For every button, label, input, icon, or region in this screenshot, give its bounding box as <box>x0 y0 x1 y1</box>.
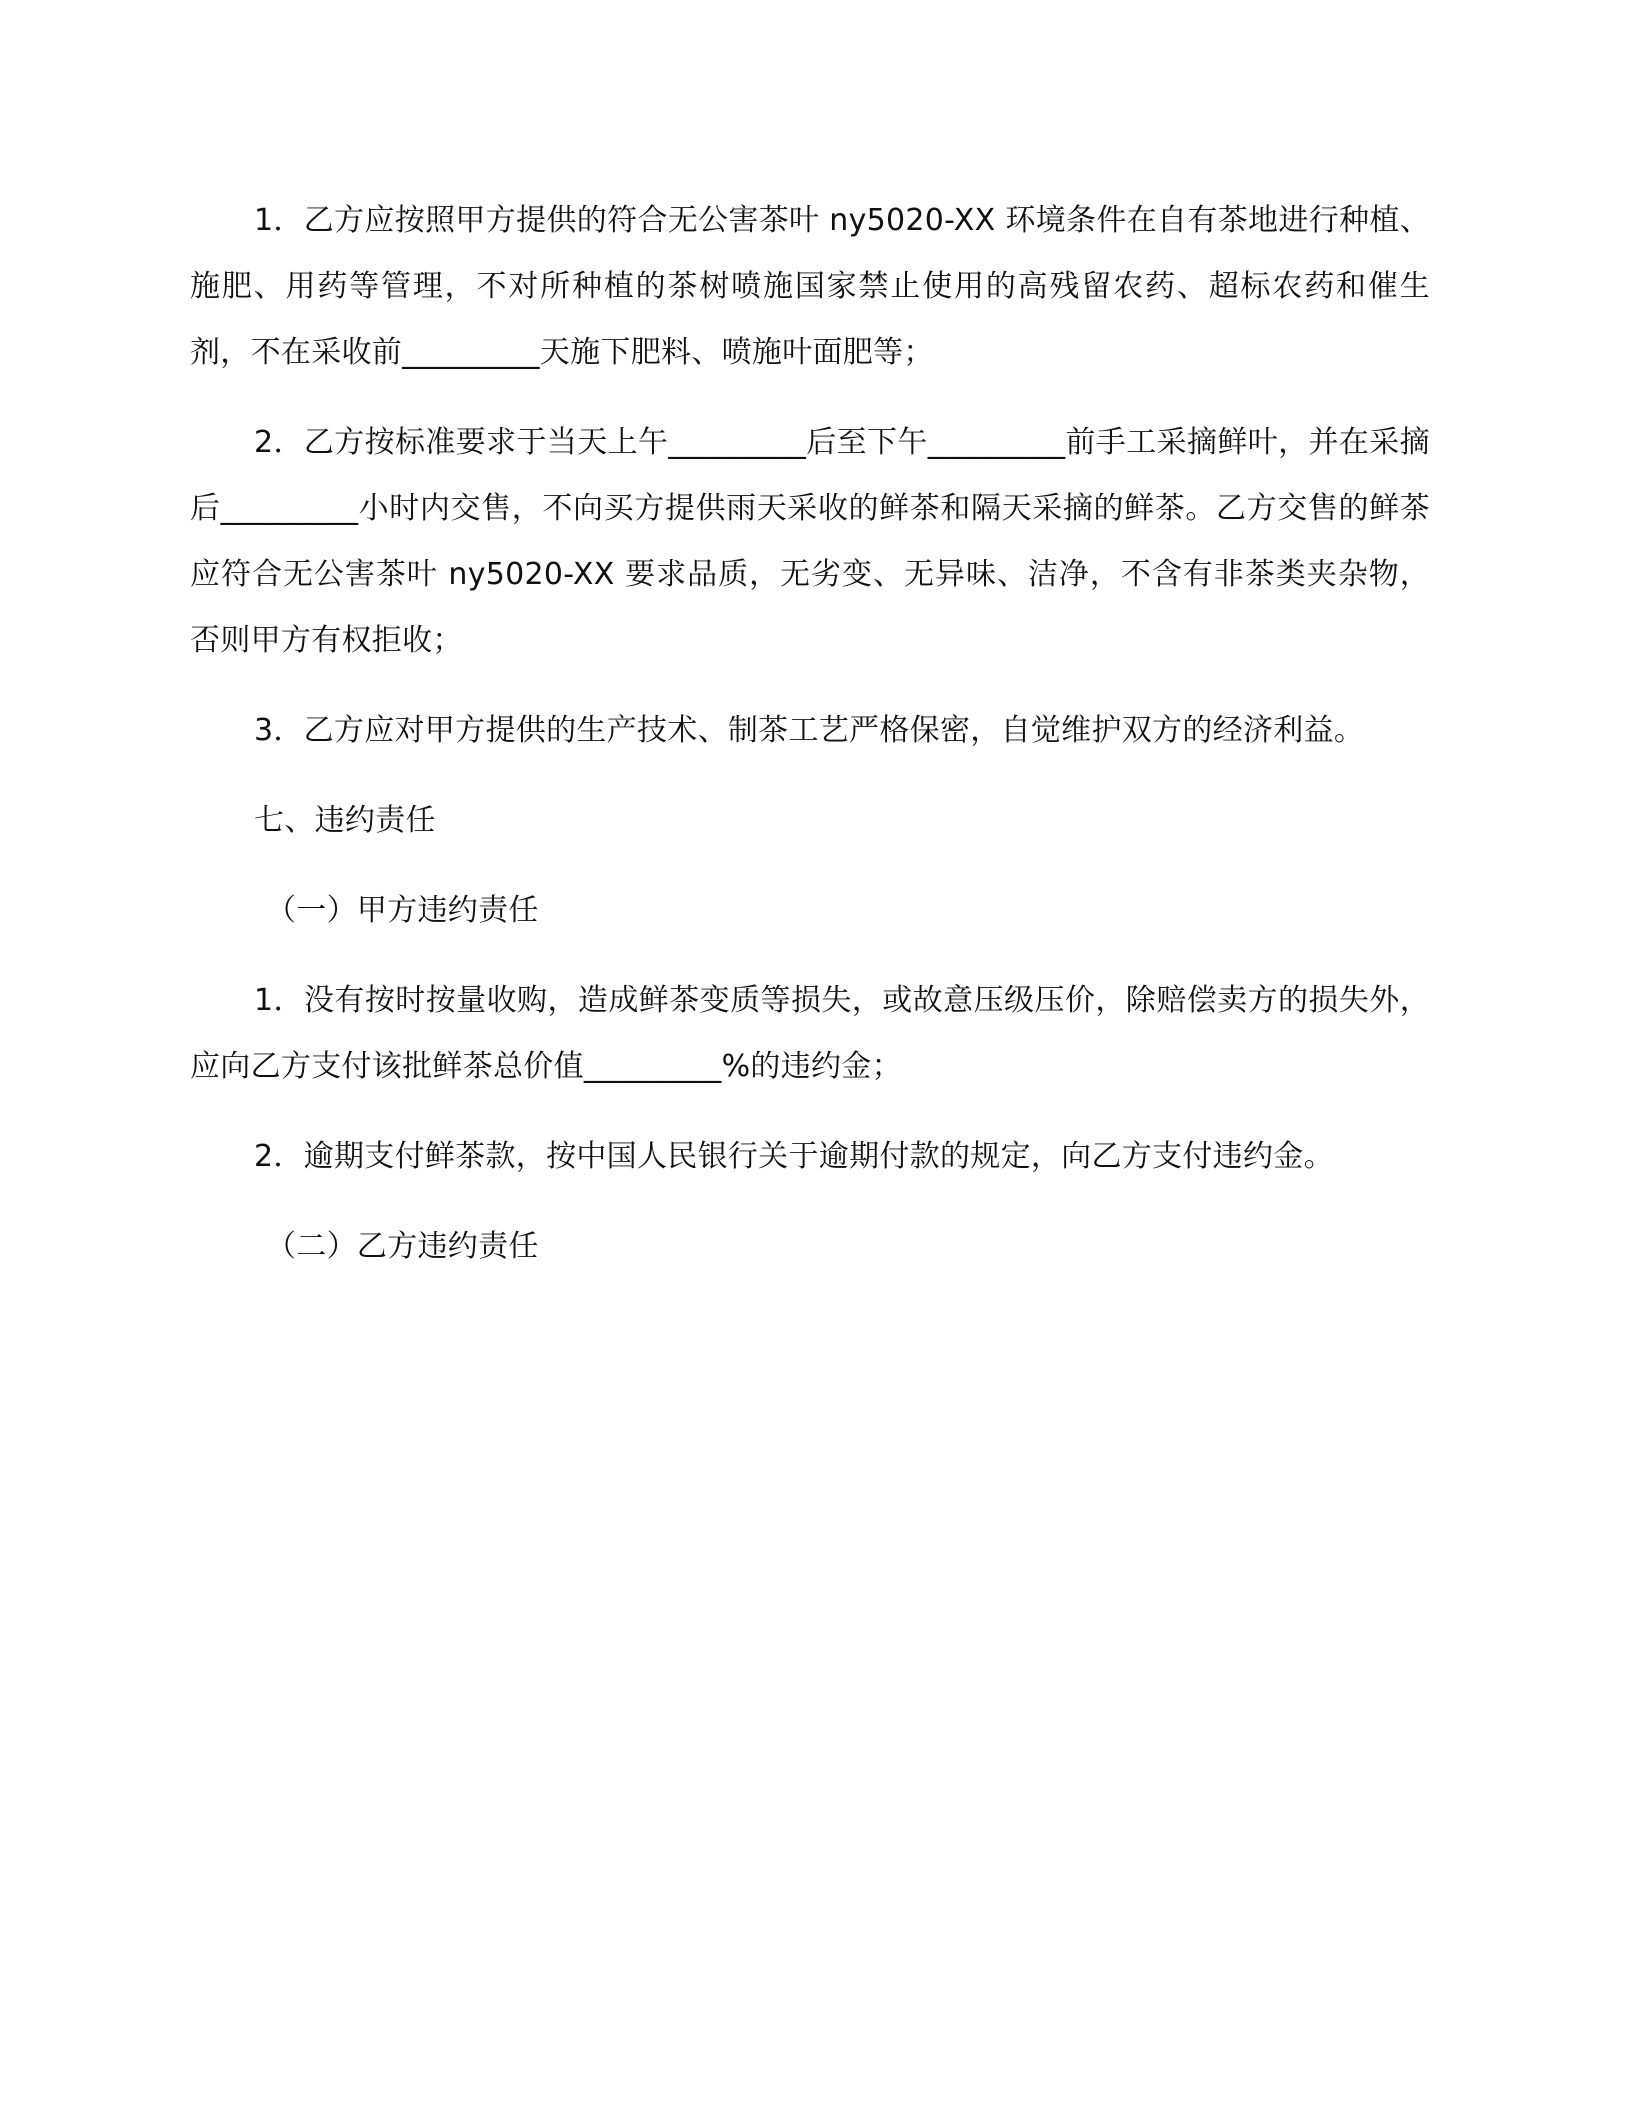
clause-3-paragraph: 3．乙方应对甲方提供的生产技术、制茶工艺严格保密，自觉维护双方的经济利益。 <box>254 713 1365 748</box>
document-body <box>190 188 1430 1304</box>
party-b-liability-heading: （二）乙方违约责任 <box>266 1229 539 1264</box>
party-a-liability-item-2: 2．逾期支付鲜茶款，按中国人民银行关于逾期付款的规定，向乙方支付违约金。 <box>254 1139 1334 1174</box>
party-a-liability-item-1: 1．没有按时按量收购，造成鲜茶变质等损失，或故意压级压价，除赔偿卖方的损失外，应向乙方支付该批鲜茶总价值_________%的违约金； <box>190 983 1430 1084</box>
party-a-liability-heading: （一）甲方违约责任 <box>266 893 539 928</box>
section-7-heading: 七、违约责任 <box>254 803 436 838</box>
clause-1-paragraph: 1．乙方应按照甲方提供的符合无公害茶叶 ny5020-XX 环境条件在自有茶地进行种植、施肥、用药等管理，不对所种植的茶树喷施国家禁止使用的高残留农药、超标农药和催生剂，不在采收前_________天施下肥料、喷施叶面肥等； <box>190 203 1430 370</box>
clause-2-paragraph: 2．乙方按标准要求于当天上午_________后至下午_________前手工采摘鲜叶，并在采摘后_________小时内交售，不向买方提供雨天采收的鲜茶和隔天采摘的鲜茶。乙方交售的鲜茶应符合无公害茶叶 ny5020-XX 要求品质，无劣变、无异味、洁净，不含有非茶类夹杂物，否则甲方有权拒收； <box>190 425 1430 658</box>
